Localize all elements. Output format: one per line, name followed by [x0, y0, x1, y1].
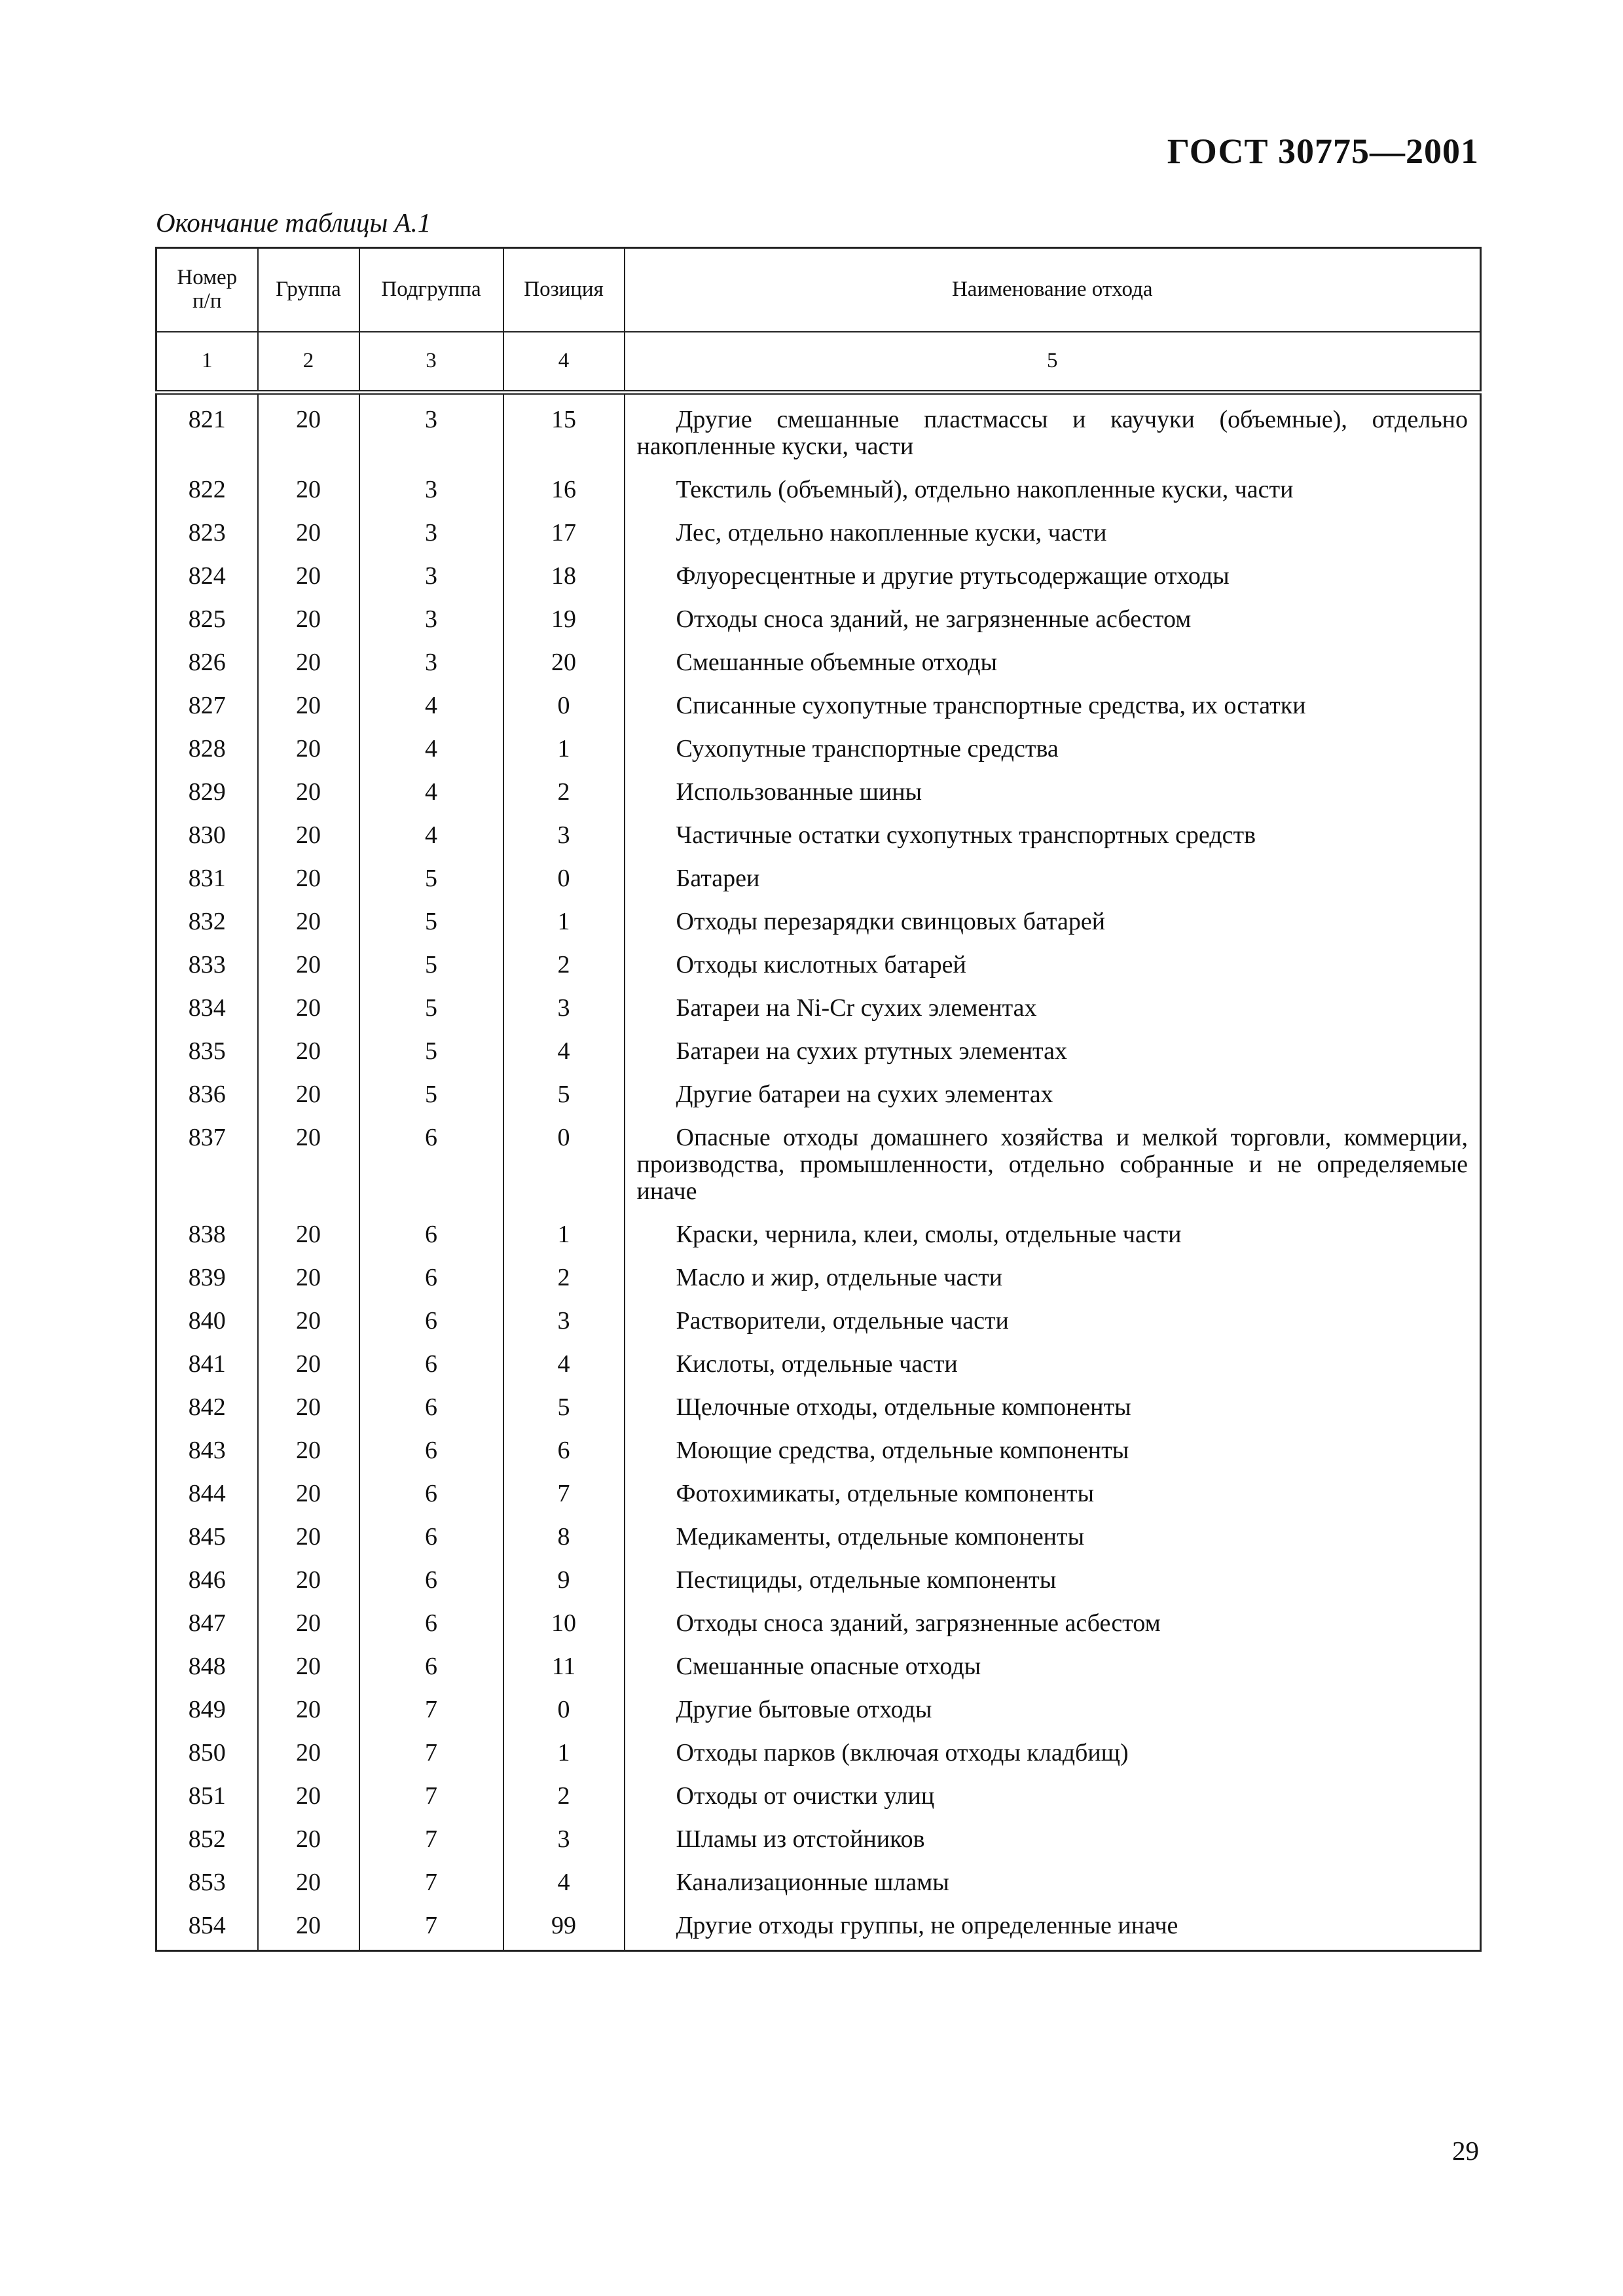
cell-name: Отходы кислотных батарей [625, 943, 1481, 986]
cell-position: 15 [503, 393, 625, 469]
cell-group: 20 [258, 1774, 359, 1818]
table-row [156, 641, 1481, 684]
cell-group: 20 [258, 641, 359, 684]
cell-number: 840 [156, 1299, 258, 1342]
column-number-3: 3 [359, 332, 503, 393]
cell-name: Щелочные отходы, отдельные компоненты [625, 1386, 1481, 1429]
table-row [156, 1818, 1481, 1861]
table-row [156, 1030, 1481, 1073]
cell-name: Отходы перезарядки свинцовых батарей [625, 900, 1481, 943]
cell-name: Канализационные шламы [625, 1861, 1481, 1904]
cell-name: Использованные шины [625, 770, 1481, 814]
cell-name: Батареи на сухих ртутных элементах [625, 1030, 1481, 1073]
cell-number: 832 [156, 900, 258, 943]
cell-name: Пестициды, отдельные компоненты [625, 1558, 1481, 1602]
cell-name: Другие бытовые отходы [625, 1688, 1481, 1731]
cell-group: 20 [258, 727, 359, 770]
cell-name: Моющие средства, отдельные компоненты [625, 1429, 1481, 1472]
table-row [156, 598, 1481, 641]
cell-number: 837 [156, 1116, 258, 1213]
cell-number: 850 [156, 1731, 258, 1774]
cell-name: Текстиль (объемный), отдельно накопленные куски, части [625, 468, 1481, 511]
cell-subgroup: 3 [359, 393, 503, 469]
cell-group: 20 [258, 511, 359, 554]
cell-group: 20 [258, 1299, 359, 1342]
cell-number: 842 [156, 1386, 258, 1429]
table-row [156, 1515, 1481, 1558]
cell-subgroup: 6 [359, 1299, 503, 1342]
cell-subgroup: 5 [359, 857, 503, 900]
cell-group: 20 [258, 393, 359, 469]
cell-subgroup: 7 [359, 1731, 503, 1774]
cell-name: Краски, чернила, клеи, смолы, отдельные части [625, 1213, 1481, 1256]
table-row [156, 1472, 1481, 1515]
cell-position: 8 [503, 1515, 625, 1558]
cell-name: Смешанные опасные отходы [625, 1645, 1481, 1688]
cell-subgroup: 6 [359, 1515, 503, 1558]
cell-name: Другие батареи на сухих элементах [625, 1073, 1481, 1116]
cell-number: 838 [156, 1213, 258, 1256]
cell-name: Фотохимикаты, отдельные компоненты [625, 1472, 1481, 1515]
cell-position: 17 [503, 511, 625, 554]
cell-number: 829 [156, 770, 258, 814]
header-position: Позиция [503, 248, 625, 332]
cell-group: 20 [258, 684, 359, 727]
cell-subgroup: 6 [359, 1472, 503, 1515]
cell-group: 20 [258, 814, 359, 857]
cell-position: 1 [503, 1213, 625, 1256]
cell-number: 853 [156, 1861, 258, 1904]
cell-number: 826 [156, 641, 258, 684]
cell-number: 849 [156, 1688, 258, 1731]
cell-group: 20 [258, 1256, 359, 1299]
table-column-numbers-row [156, 332, 1481, 393]
cell-number: 834 [156, 986, 258, 1030]
cell-name: Флуоресцентные и другие ртутьсодержащие отходы [625, 554, 1481, 598]
cell-group: 20 [258, 1731, 359, 1774]
cell-number: 844 [156, 1472, 258, 1515]
cell-subgroup: 5 [359, 900, 503, 943]
cell-position: 3 [503, 814, 625, 857]
cell-group: 20 [258, 1515, 359, 1558]
cell-position: 4 [503, 1342, 625, 1386]
cell-subgroup: 4 [359, 684, 503, 727]
cell-name: Батареи [625, 857, 1481, 900]
cell-name: Отходы сноса зданий, не загрязненные асбестом [625, 598, 1481, 641]
cell-position: 1 [503, 900, 625, 943]
cell-group: 20 [258, 1602, 359, 1645]
table-row [156, 1256, 1481, 1299]
cell-subgroup: 3 [359, 641, 503, 684]
table-row [156, 986, 1481, 1030]
cell-group: 20 [258, 1861, 359, 1904]
cell-number: 839 [156, 1256, 258, 1299]
cell-subgroup: 6 [359, 1429, 503, 1472]
cell-number: 843 [156, 1429, 258, 1472]
table-row [156, 1688, 1481, 1731]
table-row [156, 468, 1481, 511]
table-row [156, 1645, 1481, 1688]
cell-position: 2 [503, 1774, 625, 1818]
cell-subgroup: 5 [359, 1030, 503, 1073]
header-group: Группа [258, 248, 359, 332]
cell-position: 2 [503, 943, 625, 986]
cell-subgroup: 3 [359, 554, 503, 598]
cell-name: Растворители, отдельные части [625, 1299, 1481, 1342]
cell-number: 852 [156, 1818, 258, 1861]
cell-number: 830 [156, 814, 258, 857]
cell-group: 20 [258, 1116, 359, 1213]
table-row [156, 1299, 1481, 1342]
table-row [156, 1731, 1481, 1774]
cell-name: Лес, отдельно накопленные куски, части [625, 511, 1481, 554]
cell-name: Другие отходы группы, не определенные иначе [625, 1904, 1481, 1951]
table-header-row [156, 248, 1481, 332]
cell-subgroup: 7 [359, 1818, 503, 1861]
table-row [156, 1774, 1481, 1818]
cell-group: 20 [258, 1030, 359, 1073]
cell-name: Медикаменты, отдельные компоненты [625, 1515, 1481, 1558]
cell-position: 2 [503, 770, 625, 814]
cell-subgroup: 6 [359, 1602, 503, 1645]
cell-subgroup: 4 [359, 727, 503, 770]
cell-number: 823 [156, 511, 258, 554]
cell-name: Смешанные объемные отходы [625, 641, 1481, 684]
cell-position: 4 [503, 1861, 625, 1904]
document-code: ГОСТ 30775—2001 [1167, 132, 1479, 171]
cell-name: Отходы парков (включая отходы кладбищ) [625, 1731, 1481, 1774]
cell-subgroup: 6 [359, 1116, 503, 1213]
cell-name: Опасные отходы домашнего хозяйства и мелкой торговли, коммерции, производства, промышленности, отдельно собранные и не определяемые иначе [625, 1116, 1481, 1213]
cell-position: 3 [503, 986, 625, 1030]
column-number-4: 4 [503, 332, 625, 393]
cell-position: 18 [503, 554, 625, 598]
cell-subgroup: 7 [359, 1904, 503, 1951]
cell-number: 831 [156, 857, 258, 900]
cell-position: 5 [503, 1073, 625, 1116]
cell-subgroup: 6 [359, 1645, 503, 1688]
cell-number: 825 [156, 598, 258, 641]
cell-number: 827 [156, 684, 258, 727]
table-caption: Окончание таблицы А.1 [156, 207, 431, 238]
cell-number: 847 [156, 1602, 258, 1645]
cell-number: 846 [156, 1558, 258, 1602]
table-row [156, 1558, 1481, 1602]
cell-number: 845 [156, 1515, 258, 1558]
cell-position: 10 [503, 1602, 625, 1645]
cell-group: 20 [258, 1688, 359, 1731]
table-row [156, 1213, 1481, 1256]
cell-name: Отходы от очистки улиц [625, 1774, 1481, 1818]
cell-group: 20 [258, 554, 359, 598]
cell-group: 20 [258, 943, 359, 986]
cell-subgroup: 4 [359, 814, 503, 857]
cell-subgroup: 5 [359, 943, 503, 986]
cell-number: 841 [156, 1342, 258, 1386]
cell-subgroup: 3 [359, 598, 503, 641]
table-row [156, 814, 1481, 857]
cell-group: 20 [258, 900, 359, 943]
cell-subgroup: 6 [359, 1386, 503, 1429]
table-row [156, 857, 1481, 900]
cell-group: 20 [258, 1213, 359, 1256]
cell-group: 20 [258, 1472, 359, 1515]
table-row [156, 1861, 1481, 1904]
table-row [156, 1386, 1481, 1429]
cell-position: 99 [503, 1904, 625, 1951]
column-number-2: 2 [258, 332, 359, 393]
cell-number: 854 [156, 1904, 258, 1951]
cell-name: Списанные сухопутные транспортные средства, их остатки [625, 684, 1481, 727]
cell-position: 6 [503, 1429, 625, 1472]
header-name: Наименование отхода [625, 248, 1481, 332]
table-row [156, 554, 1481, 598]
cell-subgroup: 3 [359, 511, 503, 554]
cell-name: Масло и жир, отдельные части [625, 1256, 1481, 1299]
cell-name: Отходы сноса зданий, загрязненные асбестом [625, 1602, 1481, 1645]
cell-subgroup: 7 [359, 1861, 503, 1904]
cell-subgroup: 5 [359, 986, 503, 1030]
cell-subgroup: 3 [359, 468, 503, 511]
cell-position: 7 [503, 1472, 625, 1515]
cell-position: 1 [503, 1731, 625, 1774]
cell-position: 0 [503, 1116, 625, 1213]
cell-group: 20 [258, 1429, 359, 1472]
table-row [156, 1116, 1481, 1213]
cell-name: Кислоты, отдельные части [625, 1342, 1481, 1386]
cell-group: 20 [258, 1386, 359, 1429]
cell-position: 9 [503, 1558, 625, 1602]
cell-number: 824 [156, 554, 258, 598]
cell-number: 821 [156, 393, 258, 469]
cell-group: 20 [258, 598, 359, 641]
table-row [156, 393, 1481, 469]
table-row [156, 511, 1481, 554]
cell-position: 19 [503, 598, 625, 641]
cell-group: 20 [258, 1645, 359, 1688]
cell-position: 16 [503, 468, 625, 511]
cell-subgroup: 6 [359, 1213, 503, 1256]
cell-position: 0 [503, 857, 625, 900]
cell-name: Другие смешанные пластмассы и каучуки (объемные), отдельно накопленные куски, части [625, 393, 1481, 469]
cell-group: 20 [258, 1904, 359, 1951]
cell-number: 836 [156, 1073, 258, 1116]
table-row [156, 943, 1481, 986]
table-body [156, 393, 1481, 1951]
table-row [156, 900, 1481, 943]
cell-group: 20 [258, 468, 359, 511]
cell-position: 3 [503, 1818, 625, 1861]
cell-subgroup: 6 [359, 1558, 503, 1602]
header-number: Номер п/п [156, 248, 258, 332]
cell-position: 2 [503, 1256, 625, 1299]
header-subgroup: Подгруппа [359, 248, 503, 332]
cell-position: 4 [503, 1030, 625, 1073]
table-row [156, 684, 1481, 727]
cell-number: 833 [156, 943, 258, 986]
cell-subgroup: 7 [359, 1774, 503, 1818]
cell-group: 20 [258, 1073, 359, 1116]
page-number: 29 [1452, 2136, 1479, 2166]
cell-number: 835 [156, 1030, 258, 1073]
cell-group: 20 [258, 1342, 359, 1386]
cell-number: 848 [156, 1645, 258, 1688]
cell-position: 3 [503, 1299, 625, 1342]
column-number-5: 5 [625, 332, 1481, 393]
table-row [156, 1904, 1481, 1951]
cell-position: 20 [503, 641, 625, 684]
cell-position: 0 [503, 1688, 625, 1731]
table-row [156, 1602, 1481, 1645]
cell-subgroup: 6 [359, 1256, 503, 1299]
cell-name: Батареи на Ni-Cr сухих элементах [625, 986, 1481, 1030]
cell-subgroup: 4 [359, 770, 503, 814]
waste-table [155, 247, 1482, 1952]
table-row [156, 1073, 1481, 1116]
cell-name: Шламы из отстойников [625, 1818, 1481, 1861]
cell-subgroup: 5 [359, 1073, 503, 1116]
cell-name: Частичные остатки сухопутных транспортных средств [625, 814, 1481, 857]
cell-number: 822 [156, 468, 258, 511]
table-row [156, 727, 1481, 770]
cell-group: 20 [258, 770, 359, 814]
cell-number: 851 [156, 1774, 258, 1818]
cell-group: 20 [258, 857, 359, 900]
cell-group: 20 [258, 986, 359, 1030]
cell-subgroup: 7 [359, 1688, 503, 1731]
table-row [156, 1342, 1481, 1386]
cell-name: Сухопутные транспортные средства [625, 727, 1481, 770]
cell-group: 20 [258, 1818, 359, 1861]
cell-position: 0 [503, 684, 625, 727]
cell-group: 20 [258, 1558, 359, 1602]
table-row [156, 1429, 1481, 1472]
cell-position: 5 [503, 1386, 625, 1429]
cell-number: 828 [156, 727, 258, 770]
cell-position: 11 [503, 1645, 625, 1688]
table-row [156, 770, 1481, 814]
cell-position: 1 [503, 727, 625, 770]
column-number-1: 1 [156, 332, 258, 393]
cell-subgroup: 6 [359, 1342, 503, 1386]
